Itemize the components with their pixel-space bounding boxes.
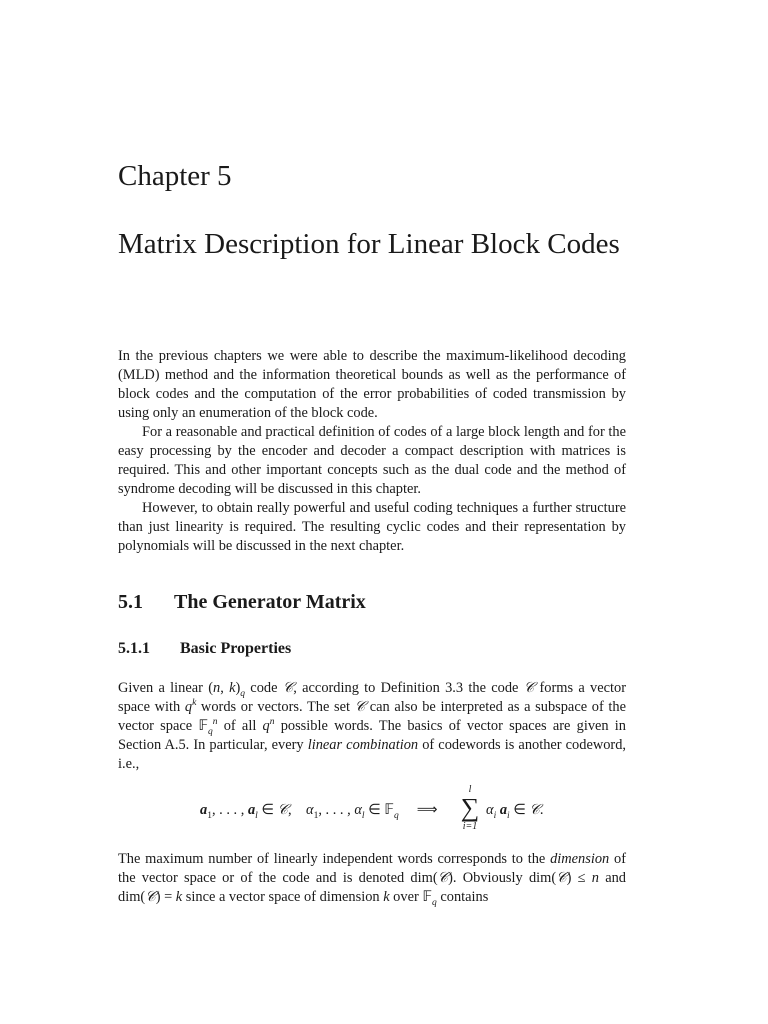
implies-arrow: ⟹	[416, 802, 438, 818]
emphasis-linear-combination: linear combination	[307, 737, 419, 753]
emphasis-dimension: dimension	[550, 851, 610, 867]
summation-symbol: l ∑ i=1	[460, 784, 480, 832]
section-number: 5.1	[118, 591, 143, 613]
subsection-title: Basic Properties	[180, 640, 292, 657]
chapter-introduction	[118, 347, 626, 556]
basic-properties-paragraph	[118, 679, 626, 774]
intro-paragraph-1: In the previous chapters we were able to describe the maximum-likelihood decoding (MLD) method and the information theoretical bounds as well as the performance of block codes and the computation of the error probabilities of coded transmission by using only an enumeration of the block code.	[118, 348, 626, 421]
intro-paragraph-2: For a reasonable and practical definition of codes of a large block length and for the easy processing by the encoder and decoder a compact description with matrices is required. This and other important concepts such as the dual code and the method of syndrome decoding will be discussed in this chapter.	[118, 424, 626, 497]
chapter-label: Chapter 5	[118, 160, 232, 192]
chapter-title: Matrix Description for Linear Block Codes	[118, 228, 620, 260]
equation-rhs: $\alpha_i$ $a_i$ ∈ 𝒞.	[486, 802, 544, 821]
dimension-paragraph	[118, 850, 626, 907]
section-title: The Generator Matrix	[174, 591, 366, 613]
section-heading	[118, 591, 366, 614]
equation-lhs: $a_1$, . . . , $a_l$ ∈ 𝒞, $\alpha_1$, . . . , $\alpha_l$ ∈ 𝔽$_q$ ⟹	[200, 802, 438, 821]
linear-combination-equation	[118, 784, 626, 840]
paragraph-text: Given a linear (n, $k)_q$ code 𝒞, according to Definition 3.3 the code 𝒞 forms a vector space with $q^k$ words or vectors. The set 𝒞 can also be interpreted as a subspace of the vector space 𝔽$_q^n$ of all $q^n$ possible words. The basics of vector spaces are given in Section A.5. In particular, every linear combination of codewords is another codeword, i.e.,	[118, 680, 627, 772]
subsection-heading	[118, 640, 291, 658]
subsection-number: 5.1.1	[118, 640, 150, 657]
intro-paragraph-3: However, to obtain really powerful and useful coding techniques a further structure than just linearity is required. The resulting cyclic codes and their representation by polynomials will be discussed in the next chapter.	[118, 500, 626, 554]
paragraph-text: The maximum number of linearly independent words corresponds to the dimension of the vector space or of the code and is denoted dim(𝒞). Obviously dim(𝒞) ≤ n and dim(𝒞) = k since a vector space of dimension k over 𝔽$_q$ contains	[118, 851, 627, 908]
